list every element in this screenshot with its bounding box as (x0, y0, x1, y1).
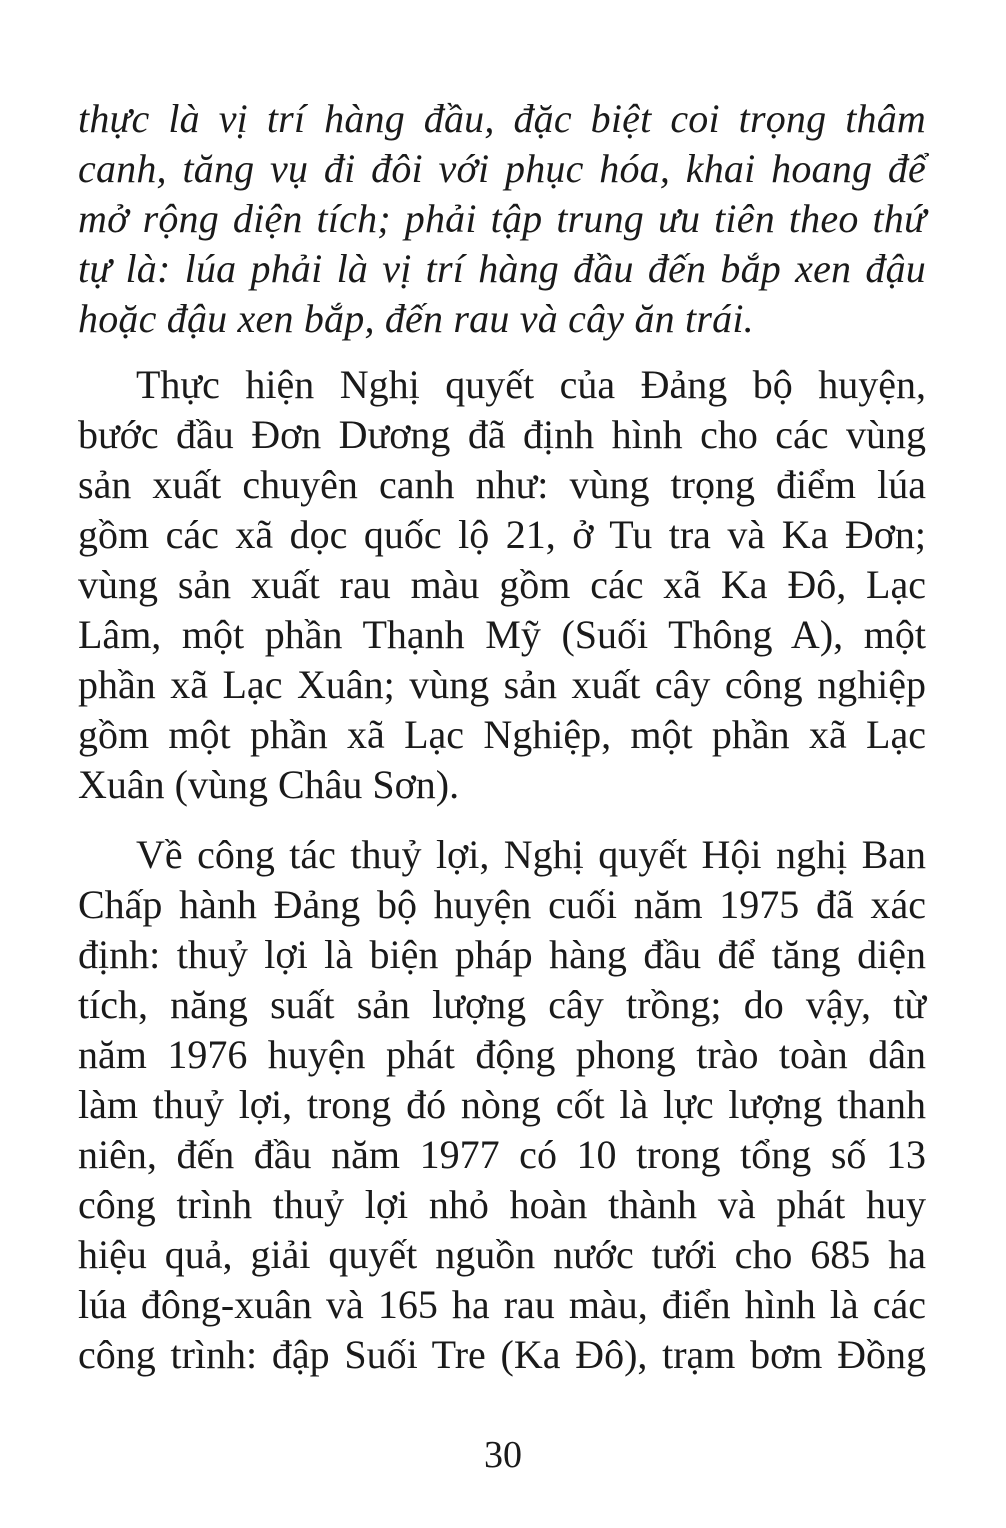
text-line: Thực hiện Nghị quyết của Đảng bộ huyện, (136, 362, 926, 407)
text-line: phần xã Lạc Xuân; vùng sản xuất cây công nghiệp (78, 662, 926, 707)
italic-paragraph (78, 94, 926, 344)
text-line: mở rộng diện tích; phải tập trung ưu tiên theo thứ (78, 196, 926, 241)
text-line: thực là vị trí hàng đầu, đặc biệt coi trọng thâm (78, 96, 926, 141)
text-line: lúa đông-xuân và 165 ha rau màu, điển hình là các (78, 1282, 926, 1327)
text-line: hoặc đậu xen bắp, đến rau và cây ăn trái. (78, 296, 754, 341)
text-line: Xuân (vùng Châu Sơn). (78, 762, 460, 807)
text-line: sản xuất chuyên canh như: vùng trọng điểm lúa (78, 462, 926, 507)
text-line: làm thuỷ lợi, trong đó nòng cốt là lực lượng thanh (78, 1082, 926, 1127)
text-line: công trình thuỷ lợi nhỏ hoàn thành và phát huy (78, 1182, 926, 1227)
text-line: Chấp hành Đảng bộ huyện cuối năm 1975 đã xác (78, 882, 926, 927)
text-line: gồm các xã dọc quốc lộ 21, ở Tu tra và Ka Đơn; (78, 512, 926, 557)
text-line: Lâm, một phần Thạnh Mỹ (Suối Thông A), một (78, 612, 926, 657)
text-line: tự là: lúa phải là vị trí hàng đầu đến bắp xen đậu (78, 246, 926, 291)
text-line: bước đầu Đơn Dương đã định hình cho các vùng (78, 412, 926, 457)
text-line: Về công tác thuỷ lợi, Nghị quyết Hội nghị Ban (136, 832, 926, 877)
text-line: vùng sản xuất rau màu gồm các xã Ka Đô, Lạc (78, 562, 926, 607)
text-line: gồm một phần xã Lạc Nghiệp, một phần xã Lạc (78, 712, 926, 757)
text-line: hiệu quả, giải quyết nguồn nước tưới cho 685 ha (78, 1232, 926, 1277)
text-line: tích, năng suất sản lượng cây trồng; do vậy, từ (78, 982, 926, 1027)
text-line: công trình: đập Suối Tre (Ka Đô), trạm bơm Đồng (78, 1332, 926, 1377)
page-number: 30 (484, 1434, 522, 1476)
paragraph (78, 830, 926, 1380)
text-line: định: thuỷ lợi là biện pháp hàng đầu để tăng diện (78, 932, 926, 977)
text-line: năm 1976 huyện phát động phong trào toàn dân (78, 1032, 926, 1077)
paragraph (78, 360, 926, 810)
text-line: niên, đến đầu năm 1977 có 10 trong tổng số 13 (78, 1132, 926, 1177)
text-line: canh, tăng vụ đi đôi với phục hóa, khai hoang để (78, 146, 926, 191)
